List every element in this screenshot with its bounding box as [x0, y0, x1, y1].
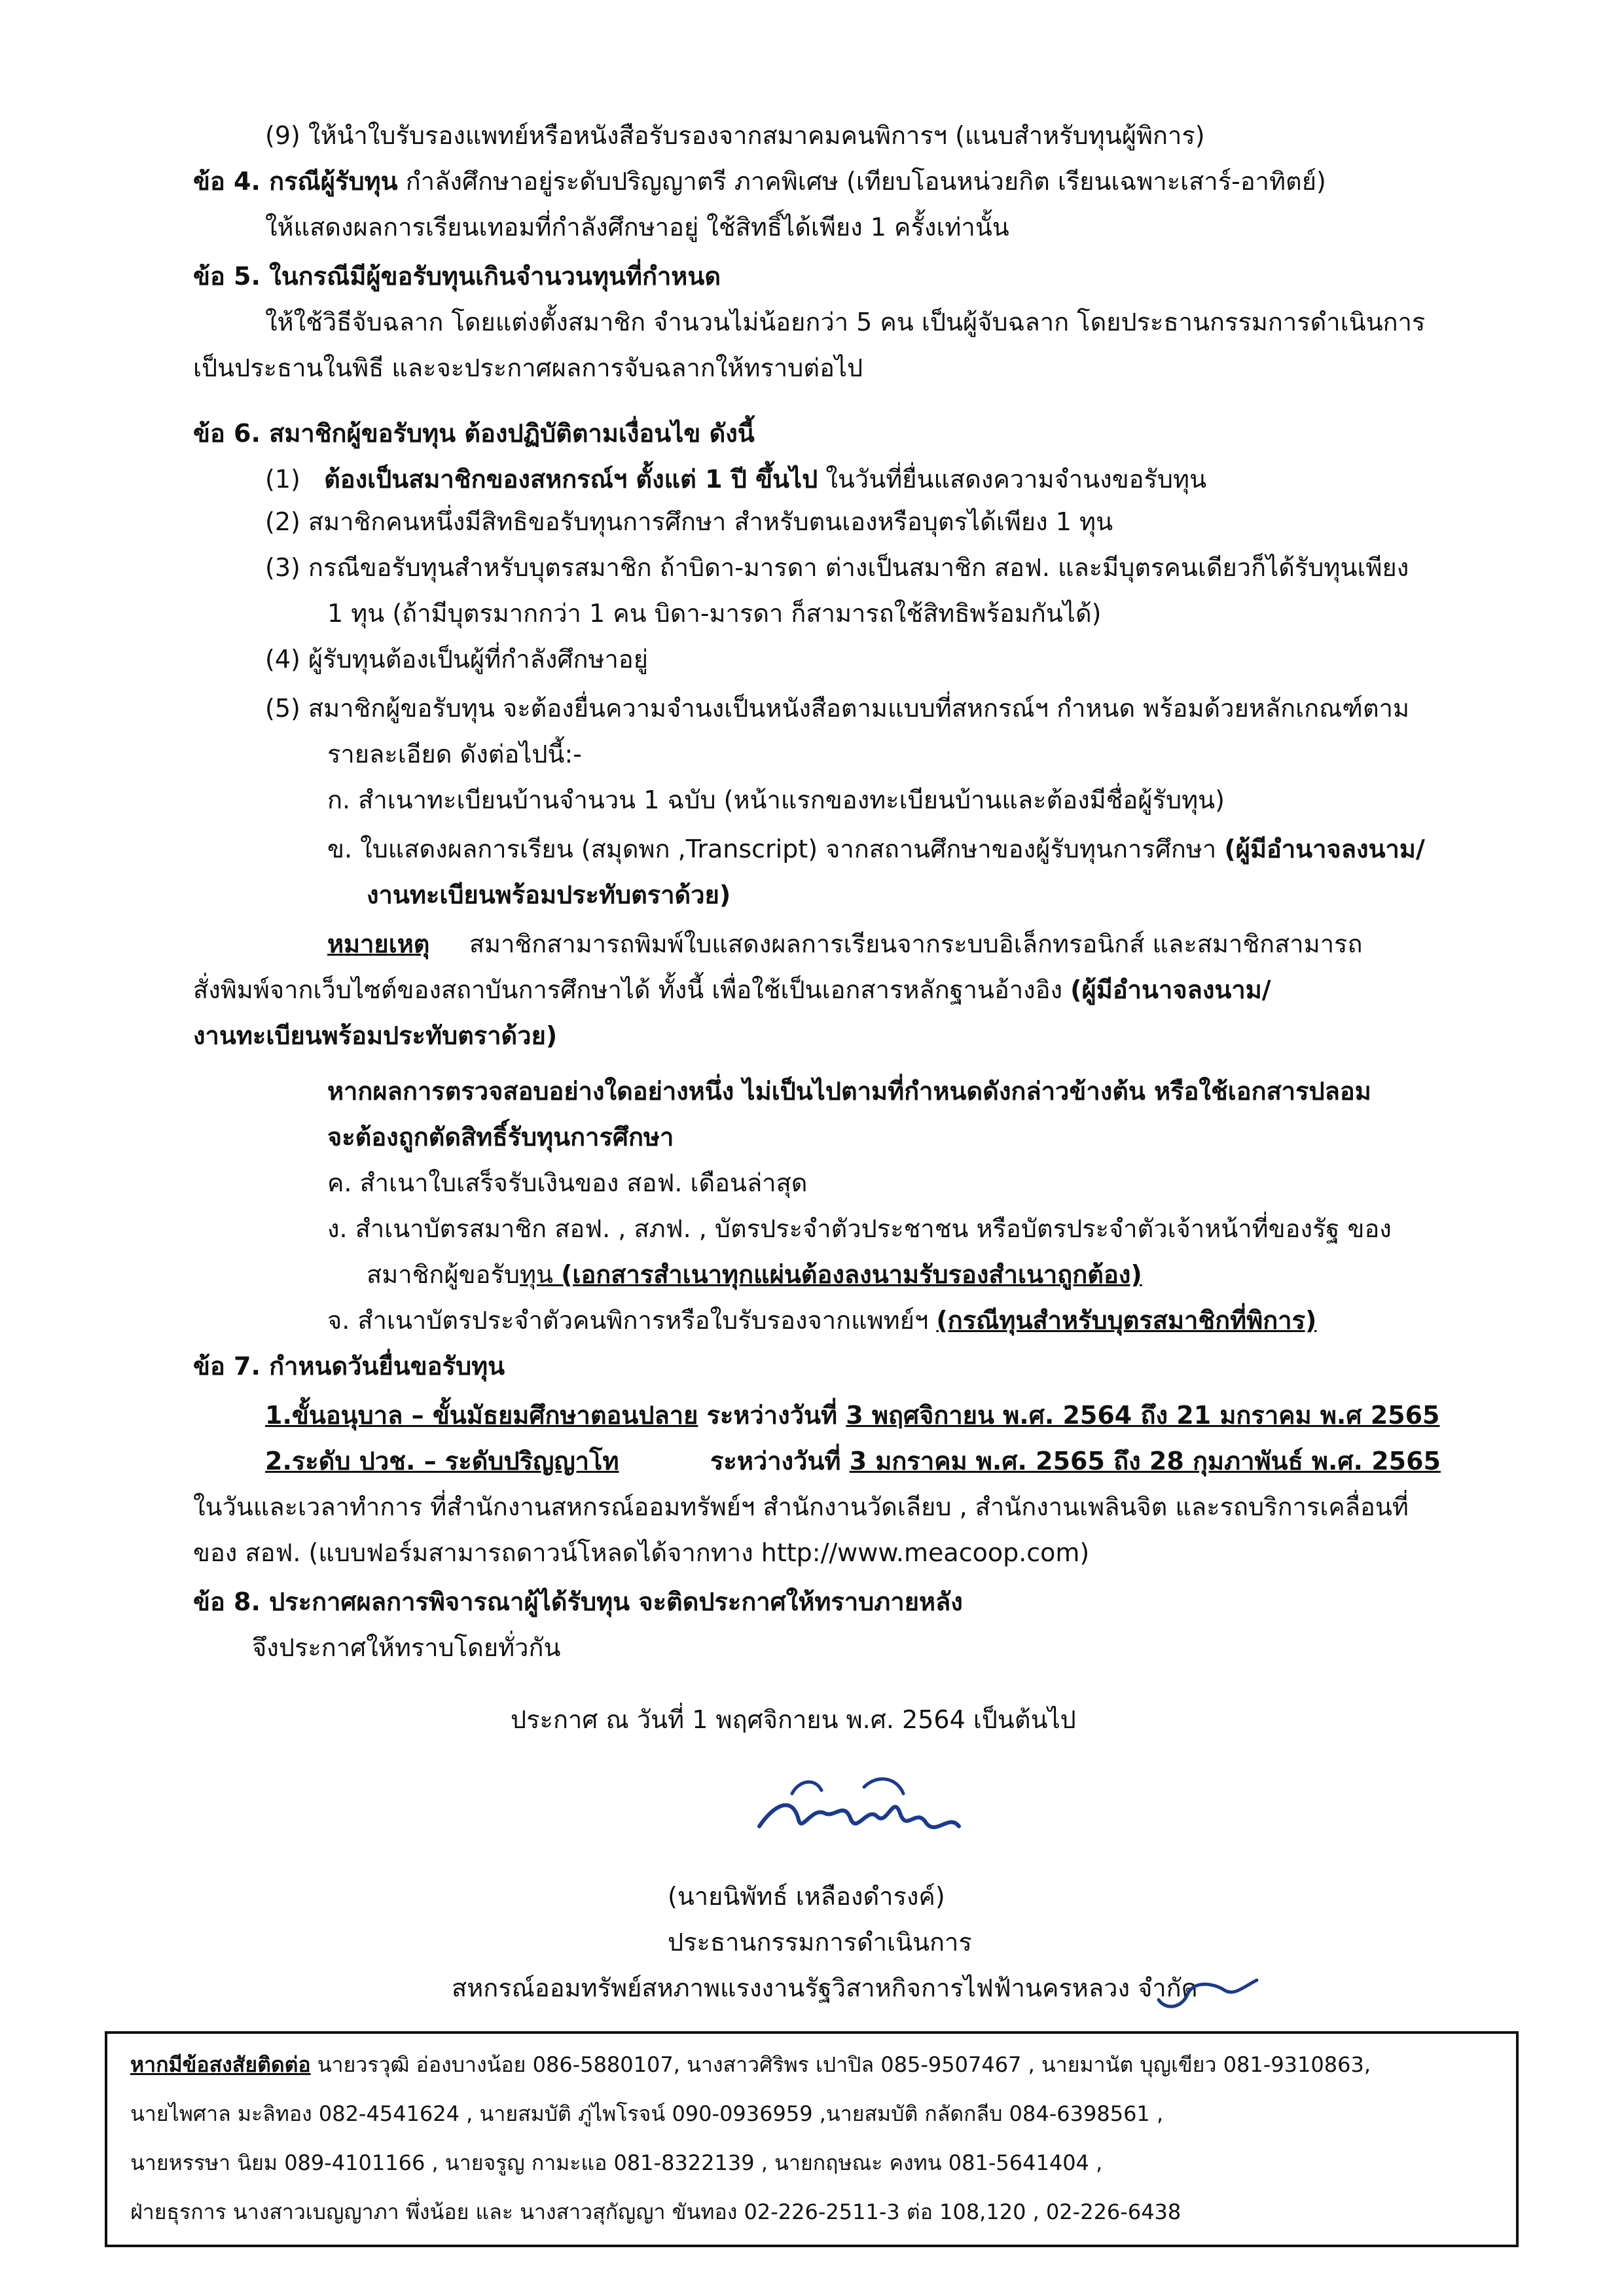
signature-image: [753, 1767, 969, 1866]
sub-item-d-line1: ง. สำเนาบัตรสมาชิก สอฟ. , สภฟ. , บัตรประจำตัวประชาชน หรือบัตรประจำตัวเจ้าหน้าที่ของรัฐ ของ: [327, 1214, 1392, 1243]
clause-7-row-1: [265, 1398, 1439, 1433]
item-9: (9) ให้นำใบรับรองแพทย์หรือหนังสือรับรองจากสมาคมคนพิการฯ (แนบสำหรับทุนผู้พิการ): [265, 121, 1205, 150]
clause-7-heading: ข้อ 7. กำหนดวันยื่นขอรับทุน: [193, 1352, 505, 1381]
clause-6-item-5-line2: รายละเอียด ดังต่อไปนี้:-: [327, 740, 582, 768]
contact-line-4: ฝ่ายธุรการ นางสาวเบญญาภา พึ่งน้อย และ นางสาวสุกัญญา ขันทอง 02-226-2511-3 ต่อ 108,120 , 02-226-6438: [130, 2199, 1182, 2224]
clause-4-text: กำลังศึกษาอยู่ระดับปริญญาตรี ภาคพิเศษ (เทียบโอนหน่วยกิต เรียนเฉพาะเสาร์-อาทิตย์): [397, 167, 1326, 196]
clause-5-heading: ข้อ 5. ในกรณีมีผู้ขอรับทุนเกินจำนวนทุนที่กำหนด: [193, 262, 721, 291]
contact-label: หากมีข้อสงสัยติดต่อ: [130, 2052, 311, 2077]
sub-item-b-line2: งานทะเบียนพร้อมประทับตราด้วย): [367, 880, 731, 909]
sub-item-e: [327, 1303, 1316, 1338]
clause-5-line1: ให้ใช้วิธีจับฉลาก โดยแต่งตั้งสมาชิก จำนวนไม่น้อยกว่า 5 คน เป็นผู้จับฉลาก โดยประธานกรรมการดำเนินการ: [265, 308, 1426, 336]
contact-line-3: นายหรรษา นิยม 089-4101166 , นายจรูญ กามะแอ 081-8322139 , นายกฤษณะ คงทน 081-5641404 ,: [130, 2150, 1103, 2175]
sub-item-d-underline: ทุน: [519, 1260, 562, 1289]
signatory-position: ประธานกรรมการดำเนินการ: [668, 1928, 972, 1957]
row-1-level: 1.ขั้นอนุบาล – ขั้นมัธยมศึกษาตอนปลาย: [265, 1401, 698, 1430]
note-line2-bold: (ผู้มีอำนาจลงนาม/: [1070, 975, 1271, 1004]
clause-6-item-3-line1: (3) กรณีขอรับทุนสำหรับบุตรสมาชิก ถ้าบิดา-มารดา ต่างเป็นสมาชิก สอฟ. และมีบุตรคนเดียวก็ได้รับทุนเพียง: [265, 553, 1409, 582]
note-label: หมายเหตุ: [327, 930, 430, 958]
note-text: สมาชิกสามารถพิมพ์ใบแสดงผลการเรียนจากระบบอิเล็กทรอนิกส์ และสมาชิกสามารถ: [469, 930, 1363, 958]
contact-line-1: [130, 2050, 1371, 2079]
note-line2: [193, 972, 1271, 1007]
clause-4: [193, 164, 1326, 199]
clause-8-heading: ข้อ 8. ประกาศผลการพิจารณาผู้ได้รับทุน จะติดประกาศให้ทราบภายหลัง: [193, 1587, 963, 1616]
sub-item-d-text: สมาชิกผู้ขอรับ: [367, 1260, 520, 1289]
sub-item-a: ก. สำเนาทะเบียนบ้านจำนวน 1 ฉบับ (หน้าแรกของทะเบียนบ้านและต้องมีชื่อผู้รับทุน): [327, 786, 1225, 814]
clause-6-item-5-line1: (5) สมาชิกผู้ขอรับทุน จะต้องยื่นความจำนงเป็นหนังสือตามแบบที่สหกรณ์ฯ กำหนด พร้อมด้วยหลักเกณฑ์ตาม: [265, 694, 1410, 723]
row-2-between: ระหว่างวันที่: [710, 1447, 850, 1475]
clause-7-row-2: [265, 1443, 1441, 1479]
sub-item-d-bold-underline: (เอกสารสำเนาทุกแผ่นต้องลงนามรับรองสำเนาถูกต้อง): [561, 1260, 1142, 1289]
sub-item-e-text: จ. สำเนาบัตรประจำตัวคนพิการหรือใบรับรองจากแพทย์ฯ: [327, 1306, 937, 1335]
row-1-between: ระหว่างวันที่: [698, 1401, 846, 1430]
row-2-dates: 3 มกราคม พ.ศ. 2565 ถึง 28 กุมภาพันธ์ พ.ศ. 2565: [849, 1447, 1441, 1475]
sub-item-b-line1: [327, 831, 1425, 867]
note-line3: งานทะเบียนพร้อมประทับตราด้วย): [193, 1021, 558, 1050]
note-line2-text: สั่งพิมพ์จากเว็บไซต์ของสถาบันการศึกษาได้ ทั้งนี้ เพื่อใช้เป็นเอกสารหลักฐานอ้างอิง: [193, 975, 1071, 1004]
clause-5-line2: เป็นประธานในพิธี และจะประกาศผลการจับฉลากให้ทราบต่อไป: [193, 353, 863, 382]
clause-8-line: จึงประกาศให้ทราบโดยทั่วกัน: [252, 1633, 561, 1662]
note-line1: [327, 926, 1362, 962]
clause-7-line3: ในวันและเวลาทำการ ที่สำนักงานสหกรณ์ออมทรัพย์ฯ สำนักงานวัดเลียบ , สำนักงานเพลินจิต และรถบริการเคลื่อนที่: [193, 1492, 1409, 1521]
clause-6-heading: ข้อ 6. สมาชิกผู้ขอรับทุน ต้องปฏิบัติตามเงื่อนไข ดังนี้: [193, 419, 755, 448]
item-1-bold: ต้องเป็นสมาชิกของสหกรณ์ฯ ตั้งแต่ 1 ปี ขึ้นไป: [324, 465, 818, 494]
row-2-level: 2.ระดับ ปวช. – ระดับปริญญาโท: [265, 1447, 619, 1475]
organization-name: สหกรณ์ออมทรัพย์สหภาพแรงงานรัฐวิสาหกิจการไฟฟ้านครหลวง จำกัด: [452, 1974, 1198, 2002]
clause-6-item-3-line2: 1 ทุน (ถ้ามีบุตรมากกว่า 1 คน บิดา-มารดา ก็สามารถใช้สิทธิพร้อมกันได้): [327, 599, 1102, 628]
row-1-dates: 3 พฤศจิกายน พ.ศ. 2564 ถึง 21 มกราคม พ.ศ 2565: [846, 1401, 1440, 1430]
signatory-name: (นายนิพัทธ์ เหลืองดำรงค์): [668, 1882, 945, 1911]
sub-item-e-bold-underline: (กรณีทุนสำหรับบุตรสมาชิกที่พิการ): [936, 1306, 1317, 1335]
contact-box: [105, 2031, 1519, 2247]
contact-line-1-text: นายวรวุฒิ อ่องบางน้อย 086-5880107, นางสาวศิริพร เปาปิล 085-9507467 , นายมานัต บุญเขียว 081-9310863,: [310, 2052, 1371, 2077]
sub-item-c: ค. สำเนาใบเสร็จรับเงินของ สอฟ. เดือนล่าสุด: [327, 1168, 808, 1197]
clause-6-item-1: [265, 461, 1206, 497]
warning-line1: หากผลการตรวจสอบอย่างใดอย่างหนึ่ง ไม่เป็นไปตามที่กำหนดดังกล่าวข้างต้น หรือใช้เอกสารปลอม: [327, 1077, 1371, 1106]
clause-4-line2: ให้แสดงผลการเรียนเทอมที่กำลังศึกษาอยู่ ใช้สิทธิ์ได้เพียง 1 ครั้งเท่านั้น: [265, 213, 1009, 242]
clause-4-heading: ข้อ 4. กรณีผู้รับทุน: [193, 167, 398, 196]
announce-date: ประกาศ ณ วันที่ 1 พฤศจิกายน พ.ศ. 2564 เป็นต้นไป: [511, 1705, 1076, 1734]
contact-line-2: นายไพศาล มะลิทอง 082-4541624 , นายสมบัติ ภู่ไพโรจน์ 090-0936959 ,นายสมบัติ กลัดกลีบ 084-6398561 ,: [130, 2101, 1164, 2126]
clause-6-item-4: (4) ผู้รับทุนต้องเป็นผู้ที่กำลังศึกษาอยู่: [265, 645, 648, 674]
sub-item-b-bold: (ผู้มีอำนาจลงนาม/: [1224, 835, 1425, 863]
initials-mark: [1152, 1964, 1263, 2016]
item-1-number: (1): [265, 465, 300, 494]
item-1-rest: ในวันที่ยื่นแสดงความจำนงขอรับทุน: [818, 465, 1207, 494]
sub-item-d-line2: [367, 1257, 1142, 1292]
clause-6-item-2: (2) สมาชิกคนหนึ่งมีสิทธิขอรับทุนการศึกษา สำหรับตนเองหรือบุตรได้เพียง 1 ทุน: [265, 507, 1113, 536]
warning-line2: จะต้องถูกตัดสิทธิ์รับทุนการศึกษา: [327, 1123, 674, 1151]
sub-item-b-text: ข. ใบแสดงผลการเรียน (สมุดพก ,Transcript) จากสถานศึกษาของผู้รับทุนการศึกษา: [327, 835, 1225, 863]
clause-7-line4: ของ สอฟ. (แบบฟอร์มสามารถดาวน์โหลดได้จากทาง http://www.meacoop.com): [193, 1538, 1090, 1567]
